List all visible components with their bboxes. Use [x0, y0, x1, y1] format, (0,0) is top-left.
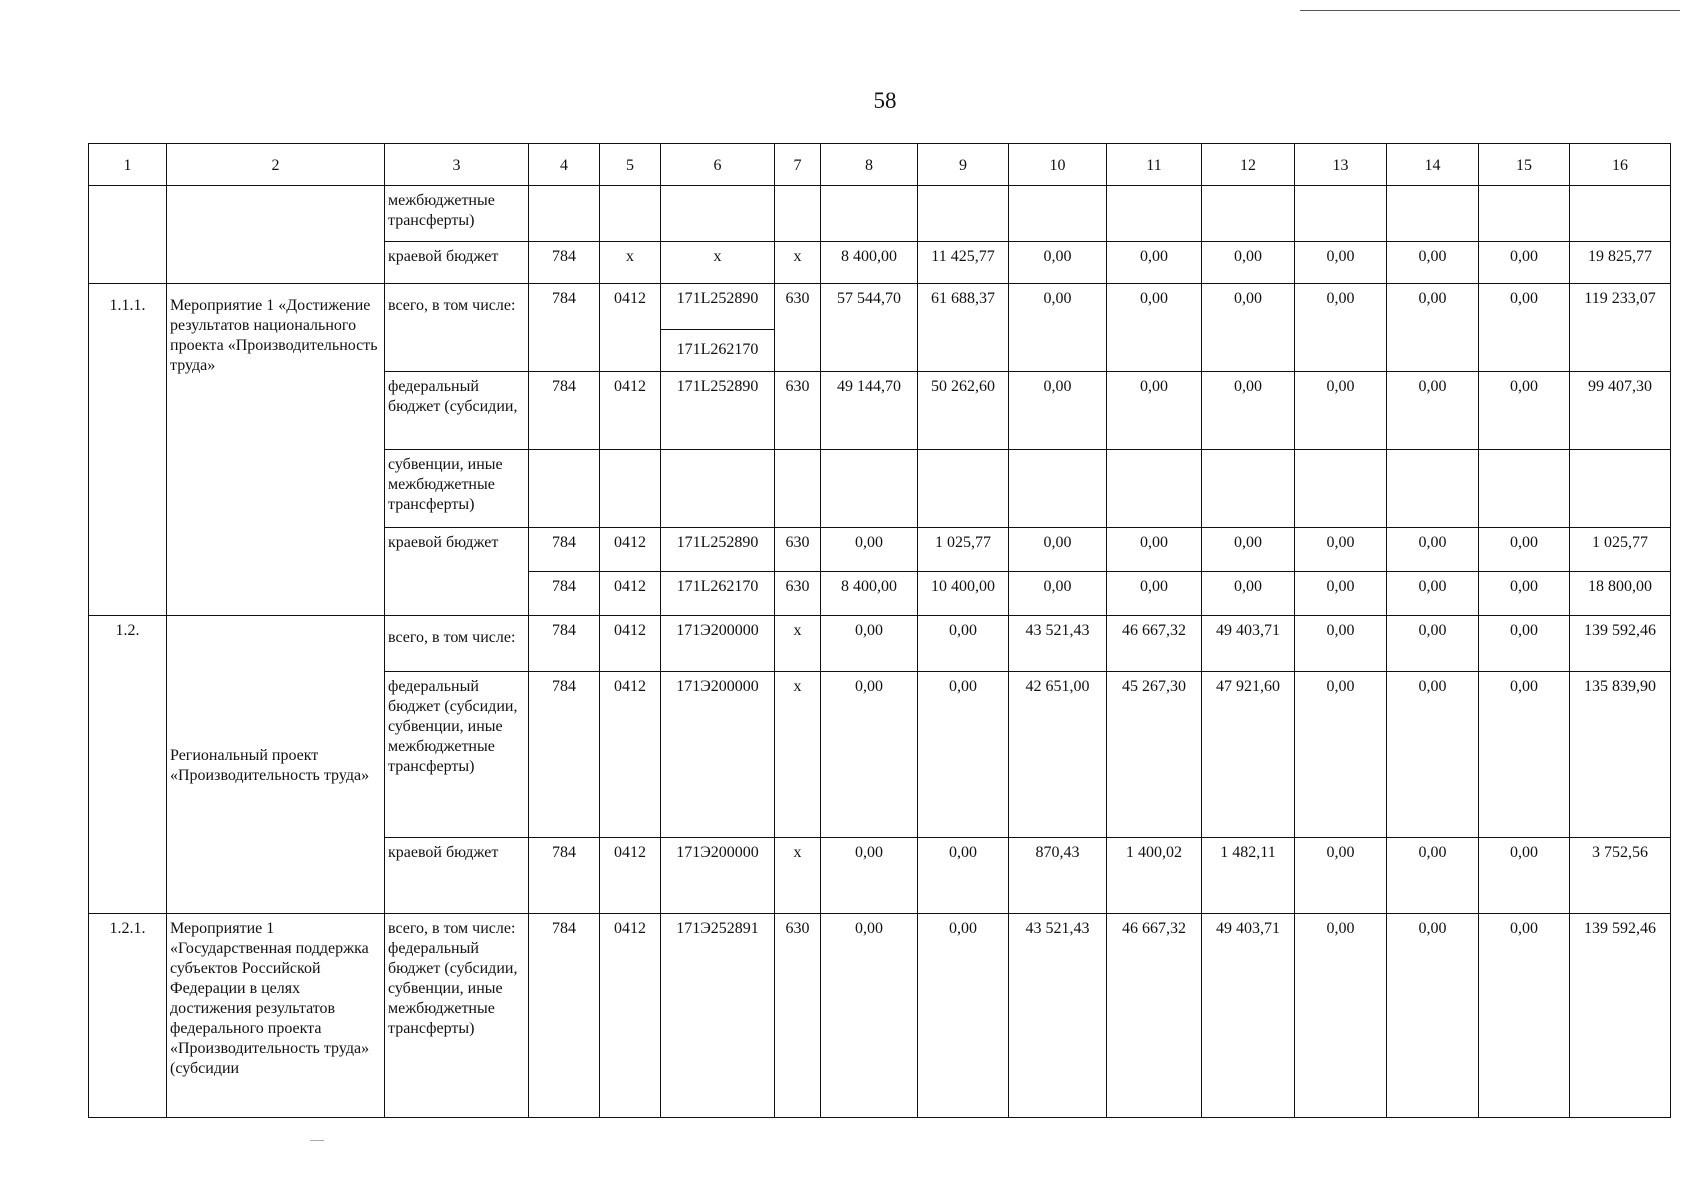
value-cell: 0,00 — [1107, 528, 1202, 572]
value-cell: 19 825,77 — [1570, 242, 1671, 284]
value-cell: 0,00 — [1202, 284, 1295, 372]
value-cell: 0,00 — [1479, 572, 1570, 616]
column-header: 13 — [1295, 144, 1387, 186]
cell-empty — [1387, 450, 1479, 528]
cell-empty — [529, 450, 600, 528]
value-cell: 0,00 — [1479, 284, 1570, 372]
activity-name: Мероприятие 1 «Достижение результатов национального проекта «Производительность труда» — [167, 284, 385, 616]
cell-empty — [600, 450, 661, 528]
value-cell: 784 — [529, 372, 600, 450]
value-cell: 0,00 — [1387, 372, 1479, 450]
budget-table — [88, 143, 1671, 1118]
row-number: 1.2.1. — [89, 914, 167, 1118]
value-cell: 0,00 — [1387, 528, 1479, 572]
scan-mark — [310, 1140, 324, 1141]
value-cell: 0,00 — [1295, 242, 1387, 284]
value-cell: 43 521,43 — [1009, 914, 1107, 1118]
source-label: межбюджетные трансферты) — [385, 186, 529, 242]
value-cell: 49 403,71 — [1202, 914, 1295, 1118]
value-cell: 0,00 — [1295, 914, 1387, 1118]
column-header: 8 — [821, 144, 918, 186]
value-cell: 0,00 — [1202, 372, 1295, 450]
value-cell: 0,00 — [1479, 372, 1570, 450]
code-cell: 171Э252891 — [661, 914, 775, 1118]
value-cell: 0,00 — [1009, 528, 1107, 572]
value-cell: 0412 — [600, 838, 661, 914]
code-cell: 171Э200000 — [661, 672, 775, 838]
code-cell: 171L252890 — [661, 528, 775, 572]
value-cell: 0,00 — [1387, 616, 1479, 672]
cell-empty — [1009, 450, 1107, 528]
table-row — [89, 914, 1671, 1118]
value-cell: 0,00 — [1295, 372, 1387, 450]
code-cell: 171Э200000 — [661, 616, 775, 672]
column-header: 12 — [1202, 144, 1295, 186]
value-cell: 0,00 — [1387, 572, 1479, 616]
value-cell: 784 — [529, 672, 600, 838]
value-cell: 0,00 — [821, 528, 918, 572]
value-cell: 630 — [775, 284, 821, 372]
value-cell: 0,00 — [1479, 838, 1570, 914]
value-cell: 0,00 — [1479, 242, 1570, 284]
cell-empty — [1479, 450, 1570, 528]
source-label: всего, в том числе: федеральный бюджет (субсидии, субвенции, иные межбюджетные трансферты) — [385, 914, 529, 1118]
source-label: федеральный бюджет (субсидии, — [385, 372, 529, 450]
value-cell: 0,00 — [1009, 572, 1107, 616]
value-cell: 42 651,00 — [1009, 672, 1107, 838]
value-cell: х — [775, 672, 821, 838]
value-cell: 139 592,46 — [1570, 616, 1671, 672]
cell-empty — [1107, 186, 1202, 242]
value-cell: 0,00 — [821, 672, 918, 838]
source-label: субвенции, иные межбюджетные трансферты) — [385, 450, 529, 528]
value-cell: 0,00 — [1479, 914, 1570, 1118]
value-cell: х — [775, 616, 821, 672]
column-header: 7 — [775, 144, 821, 186]
table-row — [89, 284, 1671, 330]
value-cell: 784 — [529, 284, 600, 372]
value-cell: 0412 — [600, 672, 661, 838]
table-row — [89, 616, 1671, 672]
value-cell: 630 — [775, 572, 821, 616]
value-cell: 0,00 — [1009, 372, 1107, 450]
source-label: краевой бюджет — [385, 528, 529, 616]
cell-empty — [775, 450, 821, 528]
cell-empty — [1570, 450, 1671, 528]
value-cell: 784 — [529, 838, 600, 914]
column-header: 16 — [1570, 144, 1671, 186]
column-header: 4 — [529, 144, 600, 186]
value-cell: 0,00 — [1202, 242, 1295, 284]
value-cell: 57 544,70 — [821, 284, 918, 372]
cell-empty — [1009, 186, 1107, 242]
source-label: краевой бюджет — [385, 838, 529, 914]
value-cell: 0,00 — [1387, 284, 1479, 372]
value-cell: 0,00 — [1009, 284, 1107, 372]
value-cell: 0,00 — [821, 616, 918, 672]
value-cell: 0,00 — [918, 616, 1009, 672]
value-cell: 45 267,30 — [1107, 672, 1202, 838]
code-cell: 171L262170 — [661, 330, 775, 372]
value-cell: 0,00 — [1107, 284, 1202, 372]
column-header: 3 — [385, 144, 529, 186]
value-cell: 1 400,02 — [1107, 838, 1202, 914]
value-cell: 47 921,60 — [1202, 672, 1295, 838]
value-cell: 0,00 — [918, 914, 1009, 1118]
column-header: 14 — [1387, 144, 1479, 186]
cell-empty — [1107, 450, 1202, 528]
cell-empty — [661, 450, 775, 528]
value-cell: 135 839,90 — [1570, 672, 1671, 838]
value-cell: 99 407,30 — [1570, 372, 1671, 450]
cell-empty — [600, 186, 661, 242]
value-cell: 49 403,71 — [1202, 616, 1295, 672]
value-cell: 870,43 — [1009, 838, 1107, 914]
value-cell: 0,00 — [1009, 242, 1107, 284]
value-cell: 139 592,46 — [1570, 914, 1671, 1118]
cell-empty — [1570, 186, 1671, 242]
value-cell: 0,00 — [1295, 616, 1387, 672]
cell-empty — [167, 186, 385, 284]
value-cell: 0,00 — [918, 672, 1009, 838]
cell-empty — [918, 450, 1009, 528]
value-cell: 0,00 — [1387, 914, 1479, 1118]
value-cell: 784 — [529, 616, 600, 672]
column-header: 15 — [1479, 144, 1570, 186]
value-cell: х — [775, 242, 821, 284]
value-cell: 0,00 — [1107, 572, 1202, 616]
value-cell: 0,00 — [1387, 838, 1479, 914]
column-header: 10 — [1009, 144, 1107, 186]
value-cell: 784 — [529, 914, 600, 1118]
value-cell: 784 — [529, 242, 600, 284]
code-cell: 171L252890 — [661, 284, 775, 330]
value-cell: 0,00 — [1295, 528, 1387, 572]
row-number: 1.1.1. — [89, 284, 167, 616]
value-cell: 0,00 — [918, 838, 1009, 914]
value-cell: 0,00 — [1479, 616, 1570, 672]
value-cell: 8 400,00 — [821, 572, 918, 616]
value-cell: 119 233,07 — [1570, 284, 1671, 372]
value-cell: 0,00 — [1387, 672, 1479, 838]
value-cell: 49 144,70 — [821, 372, 918, 450]
value-cell: 1 482,11 — [1202, 838, 1295, 914]
column-header: 11 — [1107, 144, 1202, 186]
code-cell: 171Э200000 — [661, 838, 775, 914]
value-cell: 1 025,77 — [918, 528, 1009, 572]
value-cell: 1 025,77 — [1570, 528, 1671, 572]
value-cell: 11 425,77 — [918, 242, 1009, 284]
value-cell: 0,00 — [1107, 242, 1202, 284]
activity-name: Мероприятие 1 «Государственная поддержка субъектов Российской Федерации в целях достижения результатов федерального проекта «Производительность труда» (субсидии — [167, 914, 385, 1118]
row-number: 1.2. — [89, 616, 167, 914]
value-cell: 0412 — [600, 914, 661, 1118]
cell-empty — [529, 186, 600, 242]
value-cell: 630 — [775, 914, 821, 1118]
value-cell: 0,00 — [1479, 528, 1570, 572]
value-cell: 784 — [529, 528, 600, 572]
value-cell: х — [661, 242, 775, 284]
value-cell: 43 521,43 — [1009, 616, 1107, 672]
value-cell: 61 688,37 — [918, 284, 1009, 372]
value-cell: 0,00 — [821, 914, 918, 1118]
value-cell: 0,00 — [1295, 838, 1387, 914]
value-cell: 0,00 — [1202, 528, 1295, 572]
value-cell: 3 752,56 — [1570, 838, 1671, 914]
value-cell: 0412 — [600, 284, 661, 372]
value-cell: 0,00 — [1295, 572, 1387, 616]
value-cell: 0412 — [600, 572, 661, 616]
value-cell: 0,00 — [1479, 672, 1570, 838]
column-header: 1 — [89, 144, 167, 186]
code-cell: 171L252890 — [661, 372, 775, 450]
source-label: федеральный бюджет (субсидии, субвенции, иные межбюджетные трансферты) — [385, 672, 529, 838]
value-cell: х — [600, 242, 661, 284]
cell-empty — [89, 186, 167, 284]
source-label: всего, в том числе: — [385, 616, 529, 672]
value-cell: 0412 — [600, 616, 661, 672]
activity-name: Региональный проект «Производительность труда» — [167, 616, 385, 914]
cell-empty — [775, 186, 821, 242]
cell-empty — [821, 450, 918, 528]
value-cell: 0,00 — [1295, 672, 1387, 838]
cell-empty — [1387, 186, 1479, 242]
value-cell: 18 800,00 — [1570, 572, 1671, 616]
value-cell: 0412 — [600, 372, 661, 450]
column-header: 2 — [167, 144, 385, 186]
cell-empty — [821, 186, 918, 242]
value-cell: 630 — [775, 528, 821, 572]
value-cell: 0,00 — [1295, 284, 1387, 372]
value-cell: 630 — [775, 372, 821, 450]
value-cell: 0412 — [600, 528, 661, 572]
code-cell: 171L262170 — [661, 572, 775, 616]
value-cell: х — [775, 838, 821, 914]
header-row — [89, 144, 1671, 186]
column-header: 9 — [918, 144, 1009, 186]
value-cell: 0,00 — [1107, 372, 1202, 450]
column-header: 5 — [600, 144, 661, 186]
value-cell: 50 262,60 — [918, 372, 1009, 450]
cell-empty — [918, 186, 1009, 242]
cell-empty — [1202, 186, 1295, 242]
table-row — [89, 186, 1671, 242]
value-cell: 10 400,00 — [918, 572, 1009, 616]
value-cell: 0,00 — [1202, 572, 1295, 616]
value-cell: 46 667,32 — [1107, 616, 1202, 672]
value-cell: 46 667,32 — [1107, 914, 1202, 1118]
value-cell: 0,00 — [1387, 242, 1479, 284]
cell-empty — [661, 186, 775, 242]
cell-empty — [1295, 186, 1387, 242]
top-rule — [1300, 10, 1680, 11]
value-cell: 0,00 — [821, 838, 918, 914]
column-header: 6 — [661, 144, 775, 186]
cell-empty — [1202, 450, 1295, 528]
cell-empty — [1479, 186, 1570, 242]
page-number: 58 — [873, 88, 897, 113]
value-cell: 8 400,00 — [821, 242, 918, 284]
source-label: краевой бюджет — [385, 242, 529, 284]
cell-empty — [1295, 450, 1387, 528]
source-label: всего, в том числе: — [385, 284, 529, 372]
value-cell: 784 — [529, 572, 600, 616]
